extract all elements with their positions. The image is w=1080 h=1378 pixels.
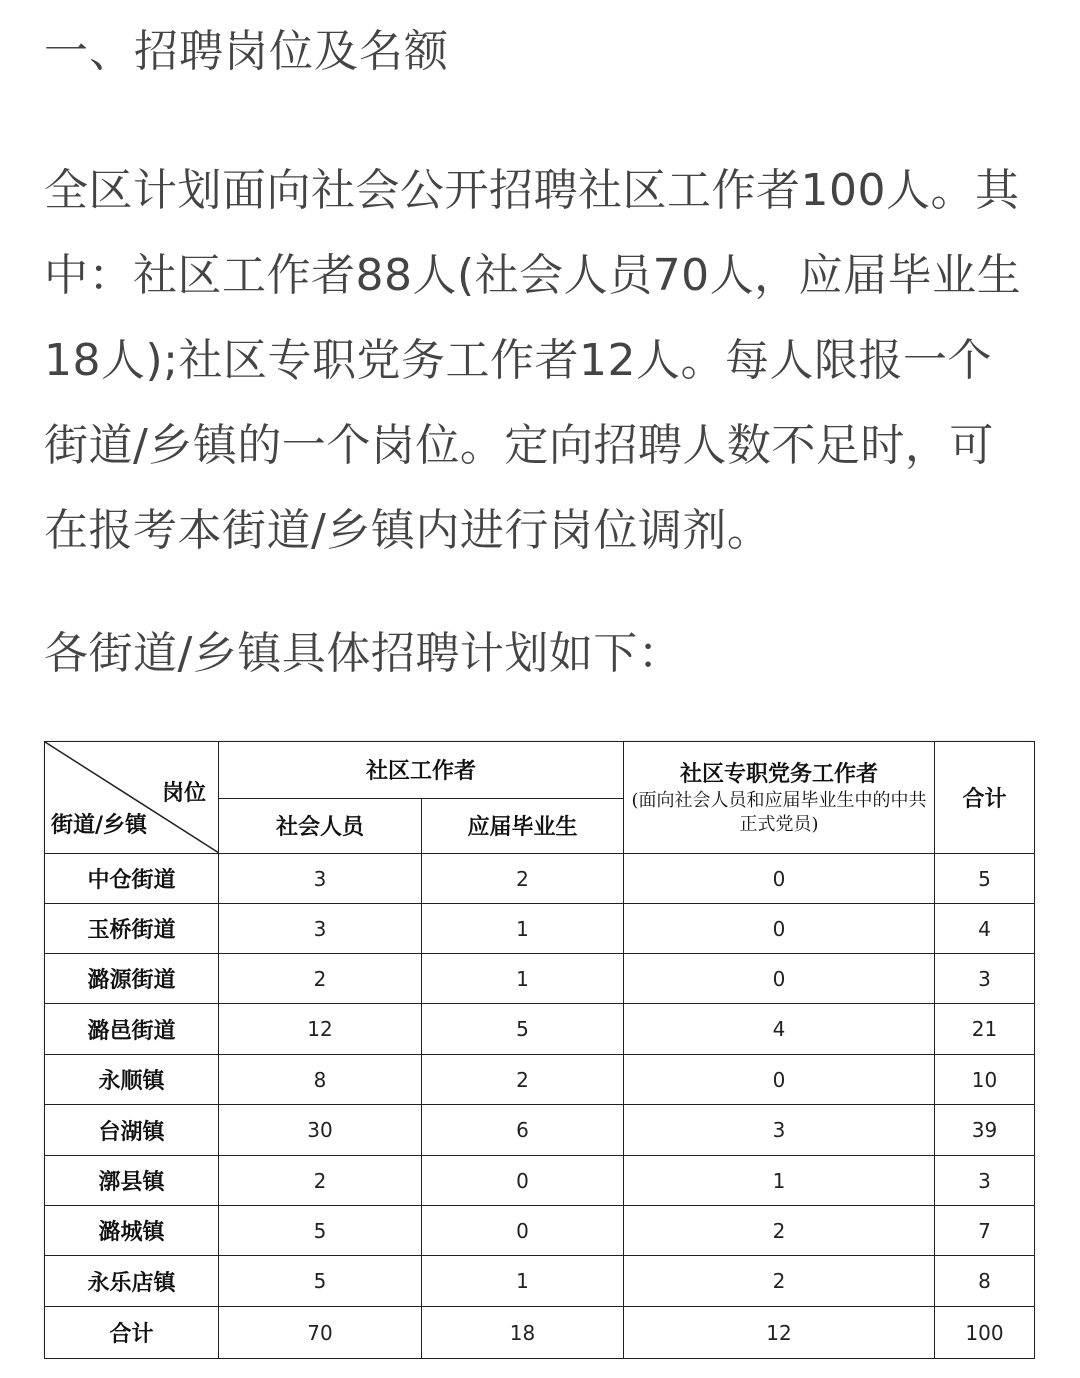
graduate-count: 5 (422, 1004, 624, 1055)
party-count: 2 (624, 1256, 935, 1307)
party-count: 0 (624, 904, 935, 954)
social-count: 2 (219, 1156, 422, 1206)
district-name: 玉桥街道 (45, 904, 219, 954)
header-total: 合计 (935, 742, 1035, 854)
graduate-count: 2 (422, 1055, 624, 1105)
district-name: 潞邑街道 (45, 1004, 219, 1055)
section-title: 一、招聘岗位及名额 (44, 26, 449, 77)
social-count: 5 (219, 1206, 422, 1256)
table-row (45, 1156, 1035, 1206)
row-total: 3 (935, 1156, 1035, 1206)
table-row (45, 1055, 1035, 1105)
social-count: 3 (219, 904, 422, 954)
total-row (45, 1307, 1035, 1359)
party-count: 1 (624, 1156, 935, 1206)
header-party-workers (624, 742, 935, 854)
row-total: 4 (935, 904, 1035, 954)
header-row-1 (45, 742, 1035, 799)
social-count: 12 (219, 1004, 422, 1055)
social-count: 5 (219, 1256, 422, 1307)
district-name: 潞源街道 (45, 954, 219, 1004)
graduate-count: 0 (422, 1156, 624, 1206)
graduate-count: 1 (422, 954, 624, 1004)
table-row (45, 954, 1035, 1004)
graduate-count: 0 (422, 1206, 624, 1256)
row-total: 3 (935, 954, 1035, 1004)
table-row (45, 1004, 1035, 1055)
table-row (45, 1206, 1035, 1256)
table-row (45, 1105, 1035, 1156)
recruitment-plan-table (44, 741, 1035, 1359)
party-count: 3 (624, 1105, 935, 1156)
row-total: 7 (935, 1206, 1035, 1256)
table-row (45, 854, 1035, 904)
table-row (45, 904, 1035, 954)
graduate-count: 2 (422, 854, 624, 904)
party-count: 0 (624, 1055, 935, 1105)
recruitment-plan-table-container (44, 741, 1034, 1358)
social-count: 30 (219, 1105, 422, 1156)
graduate-count: 1 (422, 1256, 624, 1307)
party-count: 4 (624, 1004, 935, 1055)
district-name: 中仓街道 (45, 854, 219, 904)
total-label: 合计 (45, 1307, 219, 1359)
header-social-personnel: 社会人员 (219, 798, 422, 854)
social-count: 3 (219, 854, 422, 904)
row-total: 10 (935, 1055, 1035, 1105)
row-total: 21 (935, 1004, 1035, 1055)
district-name: 永乐店镇 (45, 1256, 219, 1307)
graduate-count: 1 (422, 904, 624, 954)
table-intro: 各街道/乡镇具体招聘计划如下： (44, 628, 683, 679)
table-row (45, 1256, 1035, 1307)
intro-paragraph: 全区计划面向社会公开招聘社区工作者100人。其中：社区工作者88人(社会人员70人，应届毕业生18人);社区专职党务工作者12人。每人限报一个街道/乡镇的一个岗位。定向招聘人数不足时，可在报考本街道/乡镇内进行岗位调剂。 (44, 165, 1022, 556)
social-total: 70 (219, 1307, 422, 1359)
corner-district-label: 街道/乡镇 (51, 812, 148, 838)
corner-cell (45, 742, 219, 854)
party-count: 2 (624, 1206, 935, 1256)
row-total: 8 (935, 1256, 1035, 1307)
graduate-total: 18 (422, 1307, 624, 1359)
district-name: 潞城镇 (45, 1206, 219, 1256)
social-count: 8 (219, 1055, 422, 1105)
social-count: 2 (219, 954, 422, 1004)
party-count: 0 (624, 854, 935, 904)
row-total: 5 (935, 854, 1035, 904)
graduate-count: 6 (422, 1105, 624, 1156)
party-count: 0 (624, 954, 935, 1004)
grand-total: 100 (935, 1307, 1035, 1359)
district-name: 永顺镇 (45, 1055, 219, 1105)
district-name: 台湖镇 (45, 1105, 219, 1156)
header-graduates: 应届毕业生 (422, 798, 624, 854)
district-name: 漷县镇 (45, 1156, 219, 1206)
header-party-note: (面向社会人员和应届毕业生中的中共正式党员) (631, 789, 927, 835)
header-community-workers: 社区工作者 (219, 742, 624, 799)
header-party-title: 社区专职党务工作者 (680, 760, 879, 787)
row-total: 39 (935, 1105, 1035, 1156)
corner-position-label: 岗位 (161, 780, 206, 806)
party-total: 12 (624, 1307, 935, 1359)
